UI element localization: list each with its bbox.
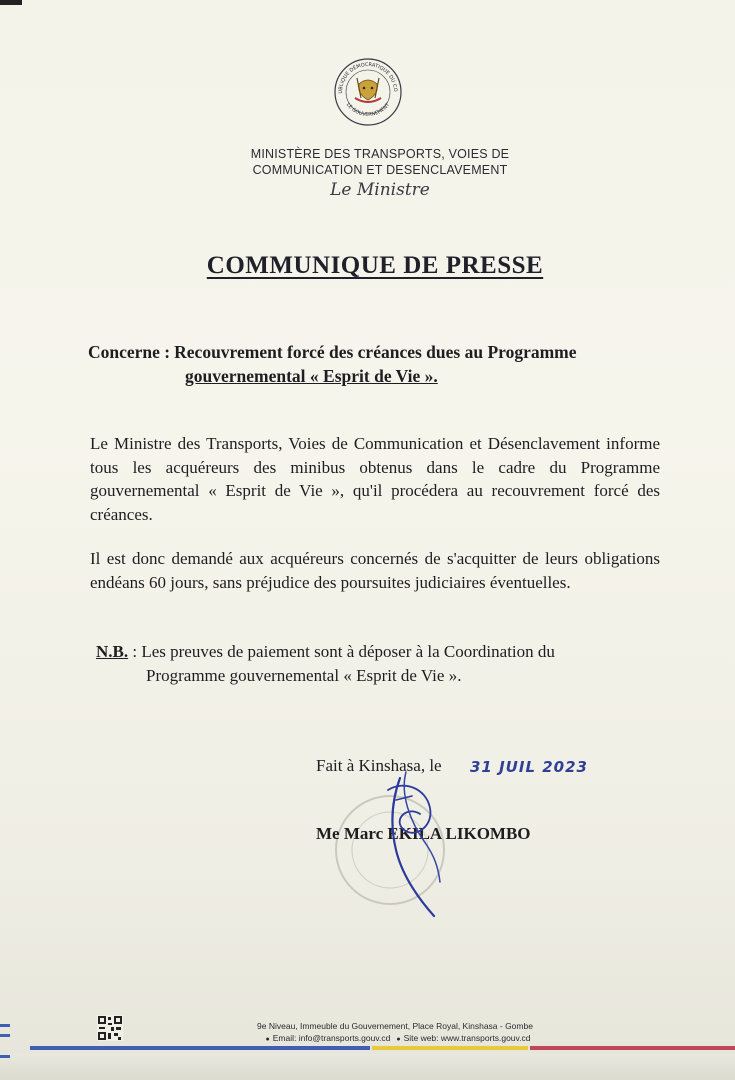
nb-label: N.B. — [96, 642, 129, 661]
subject-block — [88, 340, 668, 388]
edge-mark-blue-1 — [0, 1024, 10, 1027]
footer-address: 9e Niveau, Immeuble du Gouvernement, Place Royal, Kinshasa - Gombe — [257, 1021, 533, 1031]
footer-contact: ● Email: info@transports.gouv.cd ● Site web: www.transports.gouv.cd — [265, 1033, 531, 1043]
nb-line1: : Les preuves de paiement sont à déposer à la Coordination du — [128, 642, 555, 661]
qr-code-icon — [97, 1015, 123, 1041]
svg-text:LE GOUVERNEMENT — [345, 101, 392, 118]
nb-block — [96, 640, 666, 687]
edge-mark-blue-3 — [0, 1055, 10, 1058]
footer-website: Site web: www.transports.gouv.cd — [403, 1033, 531, 1043]
edge-mark-blue-2 — [0, 1034, 10, 1037]
subject-line2: gouvernemental « Esprit de Vie ». — [185, 366, 438, 386]
page-bottom-edge — [0, 1054, 735, 1080]
handwritten-signature-icon — [330, 770, 470, 920]
subject-line1: Recouvrement forcé des créances dues au Programme — [174, 342, 577, 362]
flag-band-blue — [30, 1046, 370, 1050]
paragraph-2: Il est donc demandé aux acquéreurs concernés de s'acquitter de leurs obligations endéans 60 jours, sans préjudice des poursuites judiciaires éventuelles. — [90, 549, 660, 592]
seal-bottom-arc: LE GOUVERNEMENT — [344, 102, 392, 118]
nb-line2: Programme gouvernemental « Esprit de Vie ». — [146, 665, 462, 685]
ministry-name-line1: MINISTÈRE DES TRANSPORTS, VOIES DE — [250, 147, 510, 161]
flag-band-red — [530, 1046, 735, 1050]
flag-band-yellow — [372, 1046, 528, 1050]
place-and-date-label: Fait à Kinshasa, le — [316, 756, 442, 775]
subject-label: Concerne : — [88, 342, 171, 362]
ministry-name-line2: COMMUNICATION ET DESENCLAVEMENT — [252, 163, 508, 177]
corner-mark — [0, 0, 22, 5]
seal-top-arc: UBLIQUE DÉMOCRATIQUE DU CO — [337, 61, 399, 94]
footer-email: Email: info@transports.gouv.cd — [272, 1033, 391, 1043]
signatory-name: Me Marc EKILA LIKOMBO — [316, 824, 531, 843]
document-title: COMMUNIQUE DE PRESSE — [206, 252, 544, 279]
date-stamp: 31 JUIL 2023 — [470, 758, 588, 776]
paragraph-1: Le Ministre des Transports, Voies de Communication et Désenclavement informe tous les acquéreurs des minibus obtenus dans le cadre du Programme gouvernemental « Esprit de Vie », qu'il procédera au recouvrement forcé des créances. — [90, 434, 660, 524]
le-ministre-script: Le Ministre — [330, 180, 430, 200]
government-seal-icon — [333, 48, 403, 134]
